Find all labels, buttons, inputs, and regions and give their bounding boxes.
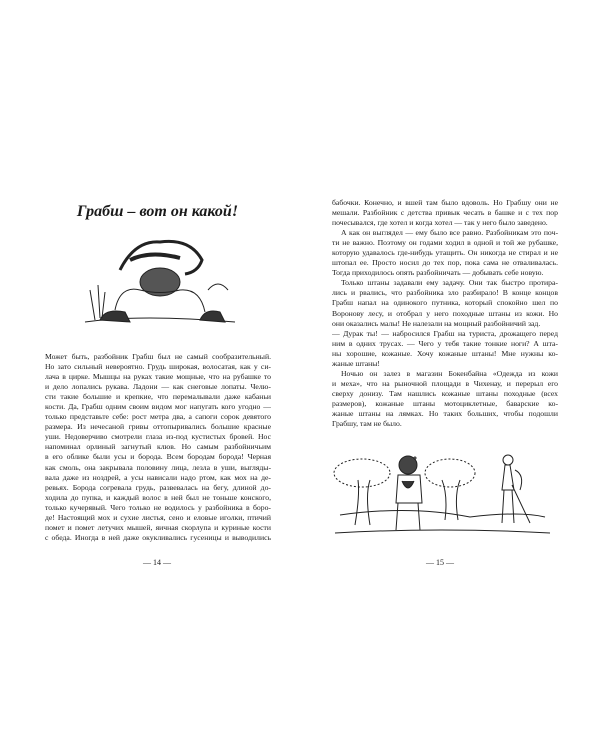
text-line: они оказались малы! Не налезали на мощный разбойничий зад. — [332, 318, 541, 328]
text-line: ны хорошие, кожаные. Хочу кожаные штаны! Мне нужны ко- — [332, 348, 558, 358]
text-line: напоминал орлиный загнутый клюв. Но самым разбойничьим — [45, 442, 271, 452]
text-line: лача в цирке. Мышцы на руках такие мощные, что на рубашке то — [45, 372, 271, 382]
text-line: помет и помет летучих мышей, яичная скорлупа и куриные кости — [45, 522, 271, 532]
page-number-left: — 14 — — [143, 558, 171, 567]
text-line: кости. Да, Грабш одним своим видом мог напугать кого угодно — — [45, 402, 271, 412]
text-line: сти такие большие и крепкие, что перемалывали даже кабаньи — [45, 392, 271, 402]
chapter-title: Грабш – вот он какой! — [76, 203, 239, 220]
text-line: с обеда. Иногда в ней даже окукливались гусеницы и выводились — [45, 532, 271, 542]
text-line: ходила до пупка, и каждый волос в ней был не тоньше конского, — [45, 492, 271, 502]
text-line: только представьте себе: рост метра два, а сапоги сорок девятого — [45, 412, 271, 422]
text-line: бабочки. Конечно, и вшей там было вдоволь. Но Грабшу они не — [332, 198, 558, 207]
page-number-right: — 15 — — [426, 558, 454, 567]
text-line: размеров), кожаные штаны мотоциклетные, баварские ко- — [332, 398, 558, 408]
text-line: и меха», что на рыночной площади в Чихенау, и перерыл его — [332, 378, 558, 388]
text-line: вала даже из ноздрей, а усы нависали надо ртом, как мох на де- — [45, 472, 271, 482]
text-line: Может быть, разбойник Грабш был не самый сообразительный. — [45, 352, 271, 361]
text-line: жаные штаны на лямках. Но таких больших, чтобы подошли — [332, 408, 558, 418]
text-line: де! Настоящий мох и сухие листья, сено и еловые иголки, птичий — [45, 512, 271, 522]
text-line: ти не важно. Поэтому он годами ходил в одной и той же рубашке, — [332, 238, 558, 248]
text-line: как смоль, она закрывала половину лица, лезла в уши, выгляды- — [45, 462, 271, 472]
text-line: Ночью он залез в магазин Бокенбайна «Одежда из кожи — [341, 368, 558, 378]
text-line: сверху донизу. Там нашлись кожаные штаны походные (всех — [332, 388, 558, 398]
text-line: Грабш напал на одинокого путника, который спокойно шел по — [332, 298, 558, 308]
text-line: Тогда приходилось опять разбойничать — добывать себе новую. — [332, 268, 544, 278]
text-line: почесывался, где хотел и когда хотел — так у него было заведено. — [332, 218, 548, 228]
text-line: и дело лопались рукава. Ладони — как снеговые лопаты. Челю- — [45, 382, 271, 392]
right-body-text — [332, 198, 558, 429]
text-line: Но зато сильный невероятно. Грудь широкая, волосатая, как у си- — [45, 362, 271, 372]
text-line: штопал ее. Просто носил до тех пор, пока сама не отваливалась. — [332, 258, 558, 268]
text-line: ревьях. Борода согревала грудь, развевалась на бегу, длиной до- — [45, 482, 271, 492]
text-line: размера. Из нечесаной гривы оттопыривались большие красные — [45, 422, 271, 432]
text-line: в его облике были усы и борода. Всем бородам борода! Черная — [45, 452, 271, 462]
text-line: мешали. Разбойник с детства привык чесать в башке и с тех пор — [332, 208, 558, 218]
text-line: жаные штаны! — [332, 358, 380, 368]
text-line: которую удавалось где-нибудь утащить. Он никогда не стирал и не — [332, 248, 558, 258]
text-line: — Дурак ты! — набросился Грабш на туриста, дрожащего перед — [332, 328, 558, 338]
left-body-text — [45, 352, 271, 543]
text-line: только кучерявый. Чего только не водилось у разбойника в боро- — [45, 502, 271, 512]
text-line: А как он выглядел — ему было все равно. Разбойникам это поч- — [341, 228, 558, 238]
illustration-grabsh-sitting — [80, 230, 240, 330]
text-line: лись и рвались, что разбойника зло разбирало! В конце концов — [332, 288, 558, 298]
text-line: уши. Недоверчиво смотрели глаза из-под кустистых бровей. Нос — [45, 432, 271, 442]
text-line: Грабшу, там не было. — [332, 419, 402, 429]
text-line: Воронову лесу, и отобрал у него походные штаны из кожи. Но — [332, 308, 558, 318]
illustration-grabsh-and-hiker — [330, 445, 555, 541]
text-line: Только штаны задавали ему задачу. Они так быстро протира- — [341, 278, 558, 288]
text-line: ним в одних трусах. — Чего у тебя такие тонкие ноги? А шта- — [332, 338, 558, 348]
